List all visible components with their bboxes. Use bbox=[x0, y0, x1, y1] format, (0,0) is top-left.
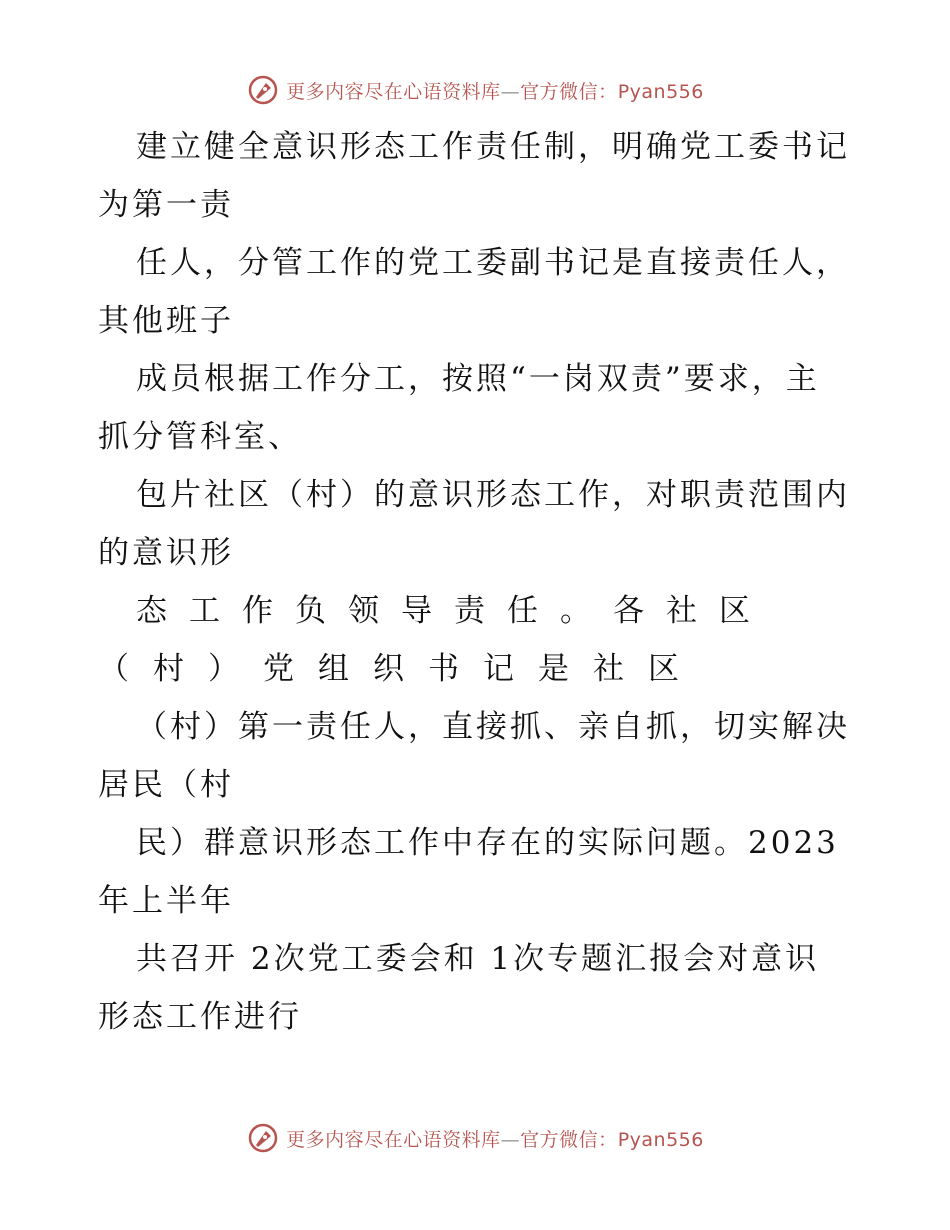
paragraph-line: 其他班子 bbox=[98, 303, 234, 339]
header-watermark bbox=[0, 70, 950, 110]
paragraph-2 bbox=[98, 234, 858, 350]
paragraph-line: 抓分管科室、 bbox=[98, 419, 302, 455]
paragraph-line: 年上半年 bbox=[98, 883, 234, 919]
document-body bbox=[98, 118, 858, 1046]
paragraph-line: 民）群意识形态工作中存在的实际问题。2023 bbox=[136, 825, 839, 861]
paragraph-line: 包片社区（村）的意识形态工作，对职责范围内 bbox=[136, 477, 850, 513]
paragraph-3 bbox=[98, 350, 858, 466]
paragraph-8 bbox=[98, 930, 858, 1046]
paragraph-line: 共召开 2次党工委会和 1次专题汇报会对意识 bbox=[136, 941, 820, 977]
paragraph-line: 态工作负领导责任。各社区 bbox=[136, 593, 772, 629]
paragraph-line: 居民（村 bbox=[98, 767, 234, 803]
paragraph-line: （村）党组织书记是社区 bbox=[98, 651, 703, 687]
paragraph-5 bbox=[98, 582, 858, 698]
paragraph-line: 形态工作进行 bbox=[98, 999, 302, 1035]
paragraph-line: 任人，分管工作的党工委副书记是直接责任人， bbox=[136, 245, 850, 281]
paragraph-line: 的意识形 bbox=[98, 535, 234, 571]
footer-watermark bbox=[0, 1118, 950, 1158]
paragraph-line: （村）第一责任人，直接抓、亲自抓，切实解决 bbox=[136, 709, 850, 745]
watermark-text: 更多内容尽在心语资料库—官方微信：Pyan556 bbox=[286, 80, 704, 103]
paragraph-line: 成员根据工作分工，按照“一岗双责”要求，主 bbox=[136, 361, 820, 397]
paragraph-line: 为第一责 bbox=[98, 187, 234, 223]
pen-nib-logo-icon bbox=[246, 73, 280, 107]
paragraph-7 bbox=[98, 814, 858, 930]
pen-nib-logo-icon bbox=[246, 1121, 280, 1155]
paragraph-6 bbox=[98, 698, 858, 814]
paragraph-1 bbox=[98, 118, 858, 234]
paragraph-4 bbox=[98, 466, 858, 582]
paragraph-line: 建立健全意识形态工作责任制，明确党工委书记 bbox=[136, 129, 850, 165]
watermark-text: 更多内容尽在心语资料库—官方微信：Pyan556 bbox=[286, 1128, 704, 1151]
